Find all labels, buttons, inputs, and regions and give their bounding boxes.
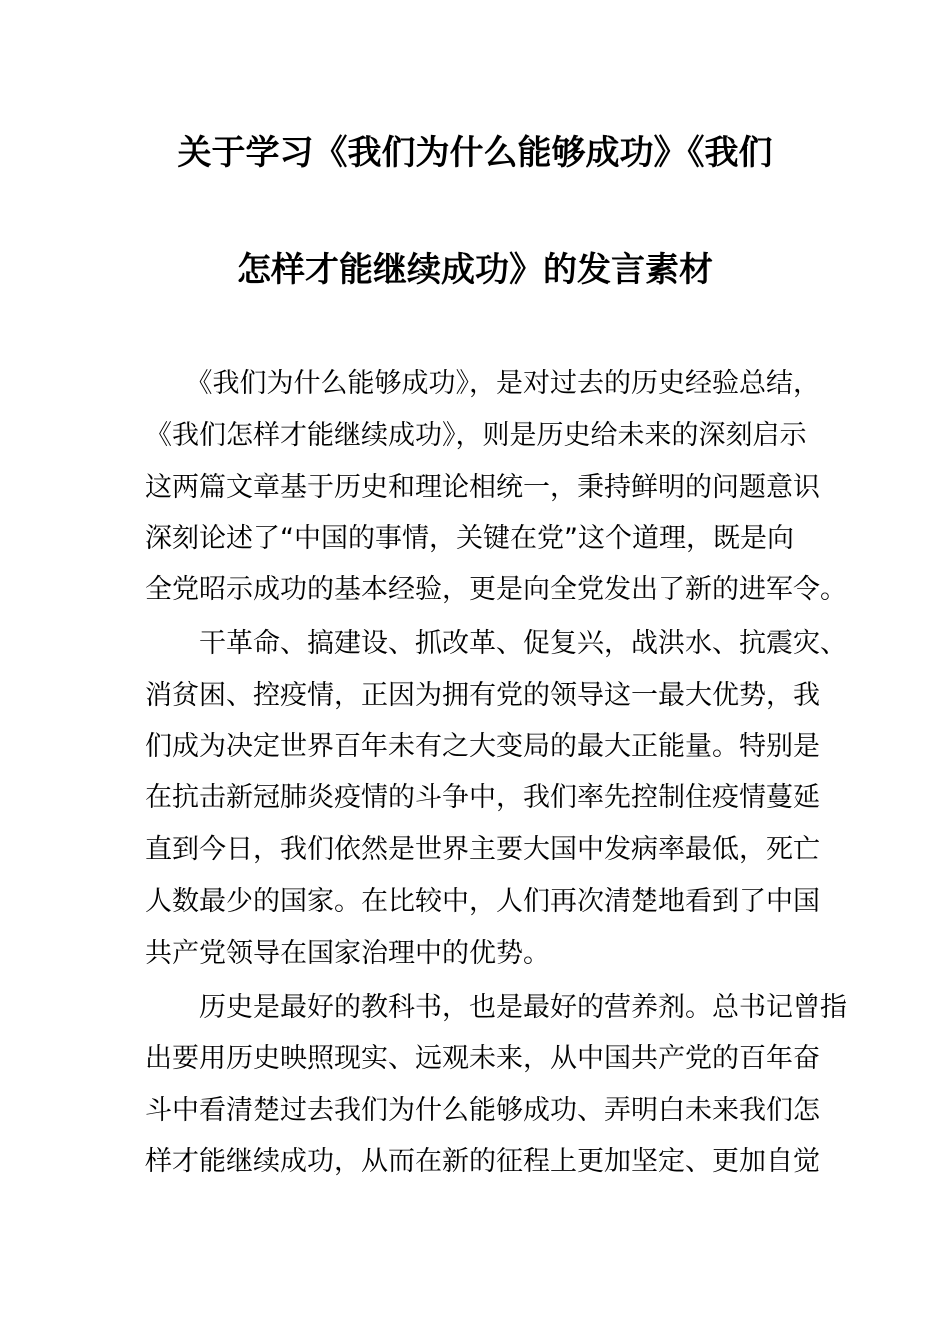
body-line: 人数最少的国家。在比较中，人们再次清楚地看到了中国 — [145, 886, 820, 917]
body-line: 们成为决定世界百年未有之大变局的最大正能量。特别是 — [145, 731, 820, 762]
body-line: 消贫困、控疫情，正因为拥有党的领导这一最大优势，我 — [145, 680, 820, 711]
body-line: 直到今日，我们依然是世界主要大国中发病率最低，死亡 — [145, 834, 820, 865]
body-line: 在抗击新冠肺炎疫情的斗争中，我们率先控制住疫情蔓延 — [145, 782, 820, 813]
body-line: 全党昭示成功的基本经验，更是向全党发出了新的进军令。 — [145, 574, 847, 605]
document-title-line-1: 关于学习《我们为什么能够成功》《我们 — [177, 133, 773, 173]
document-title-line-2: 怎样才能继续成功》的发言素材 — [237, 250, 713, 290]
body-line: 《我们怎样才能继续成功》，则是历史给未来的深刻启示 — [145, 420, 807, 451]
body-line: 共产党领导在国家治理中的优势。 — [145, 938, 550, 969]
body-line: 样才能继续成功，从而在新的征程上更加坚定、更加自觉 — [145, 1146, 820, 1177]
body-line: 干革命、搞建设、抓改革、促复兴，战洪水、抗震灾、 — [145, 628, 847, 659]
body-line: 这两篇文章基于历史和理论相统一，秉持鲜明的问题意识 — [145, 472, 820, 503]
body-line: 历史是最好的教科书，也是最好的营养剂。总书记曾指 — [145, 992, 847, 1023]
body-line: 深刻论述了“中国的事情，关键在党”这个道理，既是向 — [145, 523, 794, 554]
body-line: 出要用历史映照现实、远观未来，从中国共产党的百年奋 — [145, 1043, 820, 1074]
body-line: 斗中看清楚过去我们为什么能够成功、弄明白未来我们怎 — [145, 1095, 820, 1126]
body-line: 《我们为什么能够成功》，是对过去的历史经验总结， — [145, 368, 820, 399]
